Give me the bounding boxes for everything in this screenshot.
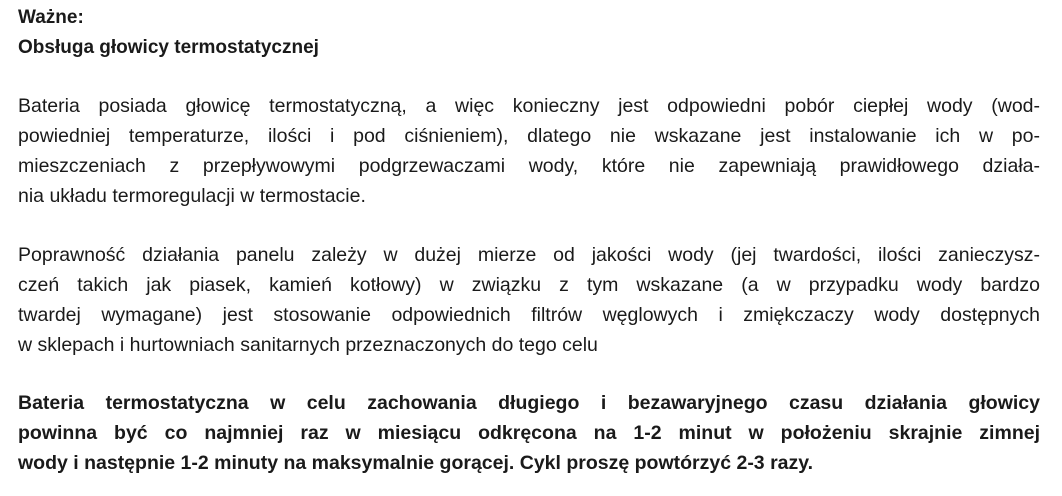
paragraph-line: Bateria termostatyczna w celu zachowania długiego i bezawaryjnego czasu działania głowicy (18, 392, 1040, 414)
document (18, 3, 1048, 474)
paragraph-line: Poprawność działania panelu zależy w dużej mierze od jakości wody (jej twardości, ilości zanieczysz- (18, 244, 1040, 266)
paragraph-line: nia układu termoregulacji w termostacie. (18, 185, 366, 207)
paragraph-maintenance-notice (18, 388, 1040, 478)
paragraph-thermostatic-head (18, 91, 1040, 211)
paragraph-line: Bateria posiada głowicę termostatyczną, a więc konieczny jest odpowiedni pobór ciepłej wody (wod- (18, 95, 1040, 117)
paragraph-line: czeń takich jak piasek, kamień kotłowy) w związku z tym wskazane (a w przypadku wody bardzo (18, 274, 1040, 296)
paragraph-line: powinna być co najmniej raz w miesiącu odkręcona na 1-2 minut w położeniu skrajnie zimnej (18, 422, 1040, 444)
heading-label: Ważne: (18, 7, 84, 28)
heading-block (18, 3, 1048, 63)
paragraph-line: mieszczeniach z przepływowymi podgrzewaczami wody, które nie zapewniają prawidłowego działa- (18, 155, 1040, 177)
paragraph-line: w sklepach i hurtowniach sanitarnych przeznaczonych do tego celu (18, 334, 598, 356)
paragraph-line: wody i następnie 1-2 minuty na maksymalnie gorącej. Cykl proszę powtórzyć 2-3 razy. (18, 452, 814, 474)
paragraph-water-quality (18, 240, 1040, 360)
paragraph-line: twardej wymagane) jest stosowanie odpowiednich filtrów węglowych i zmiękczaczy wody dostępnych (18, 304, 1040, 326)
paragraph-line: powiedniej temperaturze, ilości i pod ciśnieniem), dlatego nie wskazane jest instalowanie ich w po- (18, 125, 1040, 147)
heading-title: Obsługa głowicy termostatycznej (18, 37, 319, 58)
